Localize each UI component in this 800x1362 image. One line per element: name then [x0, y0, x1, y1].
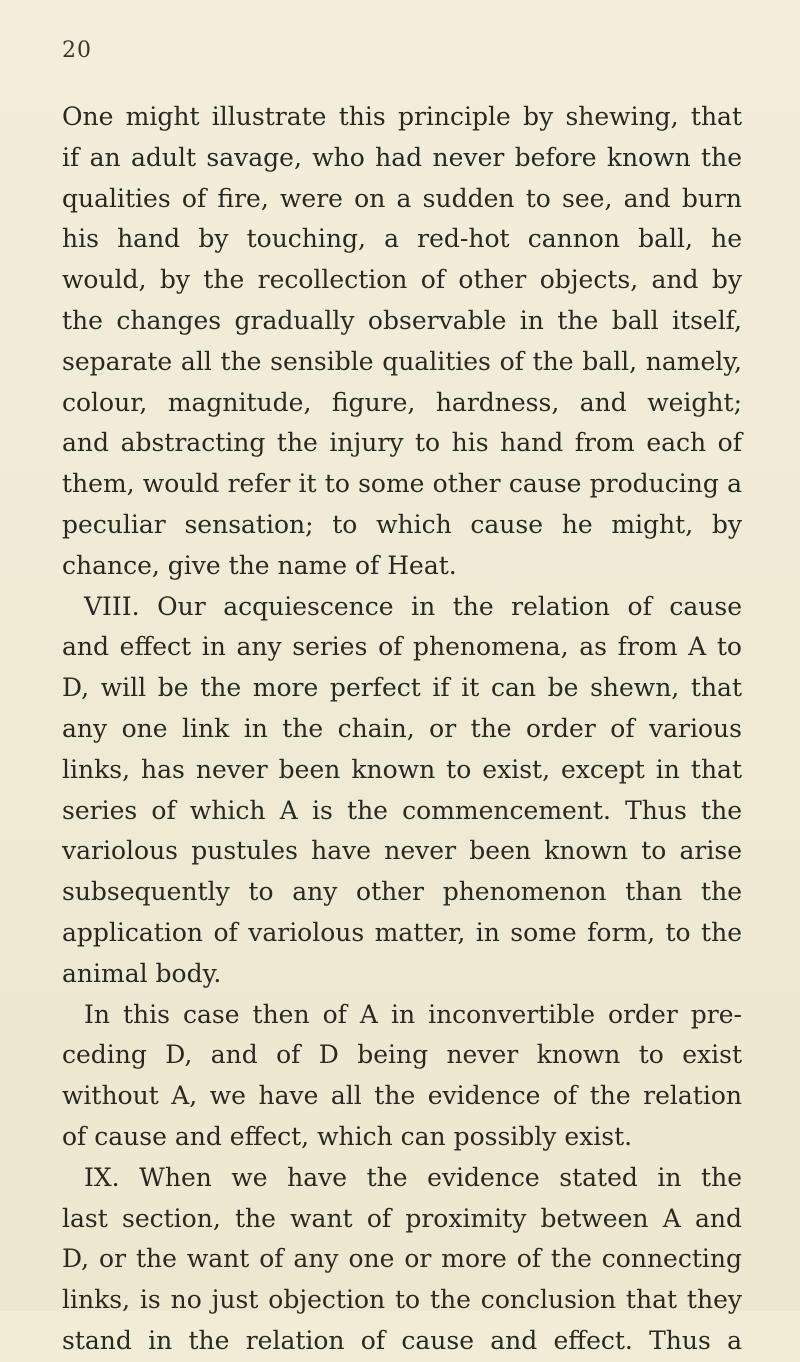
text-line: qualities of fire, were on a sudden to see, and burn [62, 183, 742, 213]
body-text [62, 97, 742, 1362]
text-line: last section, the want of proximity between A and [62, 1203, 742, 1233]
text-line: his hand by touching, a red-hot cannon ball, he [62, 224, 742, 254]
text-line: animal body. [62, 958, 222, 988]
text-line: variolous pustules have never been known to arise [62, 836, 742, 866]
text-line: links, is no just objection to the conclusion that they [62, 1285, 742, 1315]
text-line: links, has never been known to exist, except in that [62, 754, 742, 784]
text-line: subsequently to any other phenomenon than the [62, 877, 742, 907]
text-line: and effect in any series of phenomena, as from A to [62, 632, 742, 662]
text-line: would, by the recollection of other objects, and by [62, 265, 742, 295]
text-line: separate all the sensible qualities of the ball, namely, [62, 346, 742, 376]
text-line: D, or the want of any one or more of the connecting [62, 1244, 742, 1274]
text-line: any one link in the chain, or the order of various [62, 713, 742, 743]
text-line: of cause and effect, which can possibly exist. [62, 1121, 633, 1151]
text-line: One might illustrate this principle by shewing, that [62, 102, 742, 131]
text-line: if an adult savage, who had never before known the [62, 142, 742, 172]
text-line: IX. When we have the evidence stated in the [84, 1162, 742, 1192]
text-line: VIII. Our acquiescence in the relation of cause [84, 591, 742, 621]
text-line: peculiar sensation; to which cause he might, by [62, 509, 742, 539]
text-line: application of variolous matter, in some form, to the [62, 917, 742, 947]
text-line: ceding D, and of D being never known to exist [62, 1040, 742, 1070]
text-line: chance, give the name of Heat. [62, 550, 457, 580]
text-line: In this case then of A in inconvertible order pre- [84, 999, 742, 1029]
text-line: them, would refer it to some other cause producing a [62, 469, 742, 499]
text-line: colour, magnitude, figure, hardness, and weight; [62, 387, 742, 417]
text-line: series of which A is the commencement. Thus the [62, 795, 742, 825]
text-line: D, will be the more perfect if it can be shewn, that [62, 673, 742, 703]
text-line: and abstracting the injury to his hand from each of [62, 428, 742, 458]
text-line: stand in the relation of cause and effect. Thus a [62, 1325, 742, 1355]
text-line: the changes gradually observable in the ball itself, [62, 305, 742, 335]
page-number: 20 [62, 38, 92, 63]
text-line: without A, we have all the evidence of the relation [62, 1081, 742, 1111]
